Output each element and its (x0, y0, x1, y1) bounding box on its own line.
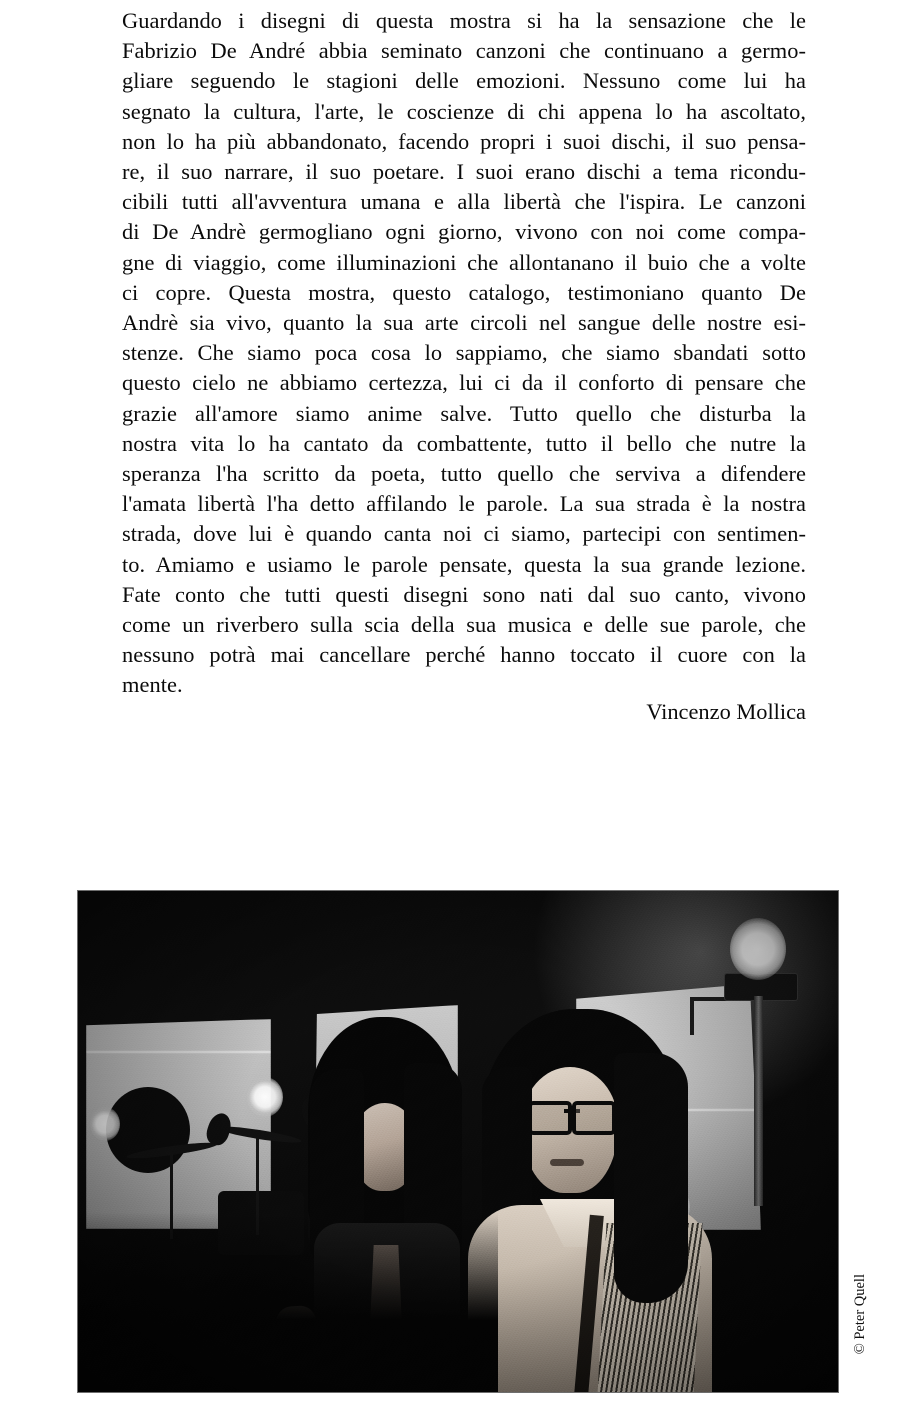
essay-line: come un riverbero sulla scia della sua musica e delle sue parole, che (122, 612, 806, 638)
essay-line: strada, dove lui è quando canta noi ci siamo, partecipi con sentimen- (122, 521, 806, 547)
essay-line: grazie all'amore siamo anime salve. Tutto quello che disturba la (122, 400, 806, 426)
lens-left (528, 1101, 572, 1135)
essay-line: to. Amiamo e usiamo le parole pensate, questa la sua grande lezione. (122, 551, 806, 577)
essay-line: cibili tutti all'avventura umana e alla libertà che l'ispira. Le canzoni (122, 189, 806, 215)
essay-line: gne di viaggio, come illuminazioni che allontanano il buio che a volte (122, 249, 806, 275)
essay-line: mente. (122, 672, 183, 698)
eyeglasses-icon (528, 1101, 616, 1127)
photo-credit: © Peter Quell (852, 1274, 868, 1355)
essay-line: gliare seguendo le stagioni delle emozioni. Nessuno come lui ha (122, 68, 806, 94)
essay-line: non lo ha più abbandonato, facendo propri i suoi dischi, il suo pensa- (122, 128, 806, 154)
essay-line: stenze. Che siamo poca cosa lo sappiamo, che siamo sbandati sotto (122, 340, 806, 366)
essay-line: ci copre. Questa mostra, questo catalogo, testimoniano quanto De (122, 279, 806, 305)
stage-lamp-main (730, 918, 786, 980)
lens-right (572, 1101, 616, 1135)
foreground-shadow (78, 1212, 498, 1392)
photograph (78, 891, 838, 1392)
essay-line: Guardando i disegni di questa mostra si ha la sensazione che le (122, 8, 806, 33)
stage-lamp (247, 1077, 283, 1117)
essay-line: Andrè sia vivo, quanto la sua arte circoli nel sangue delle nostre esi- (122, 310, 806, 336)
essay-line: nessuno potrà mai cancellare perché hanno toccato il cuore con la (122, 642, 806, 668)
figure-right (482, 1009, 712, 1392)
essay-line: Fabrizio De André abbia seminato canzoni che continuano a germo- (122, 38, 806, 64)
essay-line: re, il suo narrare, il suo poetare. I suoi erano dischi a tema ricondu- (122, 159, 806, 185)
mouth (550, 1159, 584, 1166)
essay-line: segnato la cultura, l'arte, le coscienze di chi appena lo ha ascoltato, (122, 98, 806, 124)
stage-lamp (90, 1107, 120, 1141)
photograph-image (78, 891, 838, 1392)
essay-line: l'amata libertà l'ha detto affilando le parole. La sua strada è la nostra (122, 491, 806, 517)
essay-line: questo cielo ne abbiamo certezza, lui ci da il conforto di pensare che (122, 370, 806, 396)
essay-line: Fate conto che tutti questi disegni sono nati dal suo canto, vivono (122, 581, 806, 607)
essay-text-block (122, 6, 806, 701)
author-signature: Vincenzo Mollica (646, 699, 806, 724)
essay-line: speranza l'ha scritto da poeta, tutto quello che serviva a difendere (122, 461, 806, 487)
hair-strand (614, 1053, 688, 1303)
lamp-stand (754, 996, 763, 1206)
essay-line: di De Andrè germogliano ogni giorno, vivono con noi come compa- (122, 219, 806, 245)
essay-line: nostra vita lo ha cantato da combattente, tutto il bello che nutre la (122, 430, 806, 456)
